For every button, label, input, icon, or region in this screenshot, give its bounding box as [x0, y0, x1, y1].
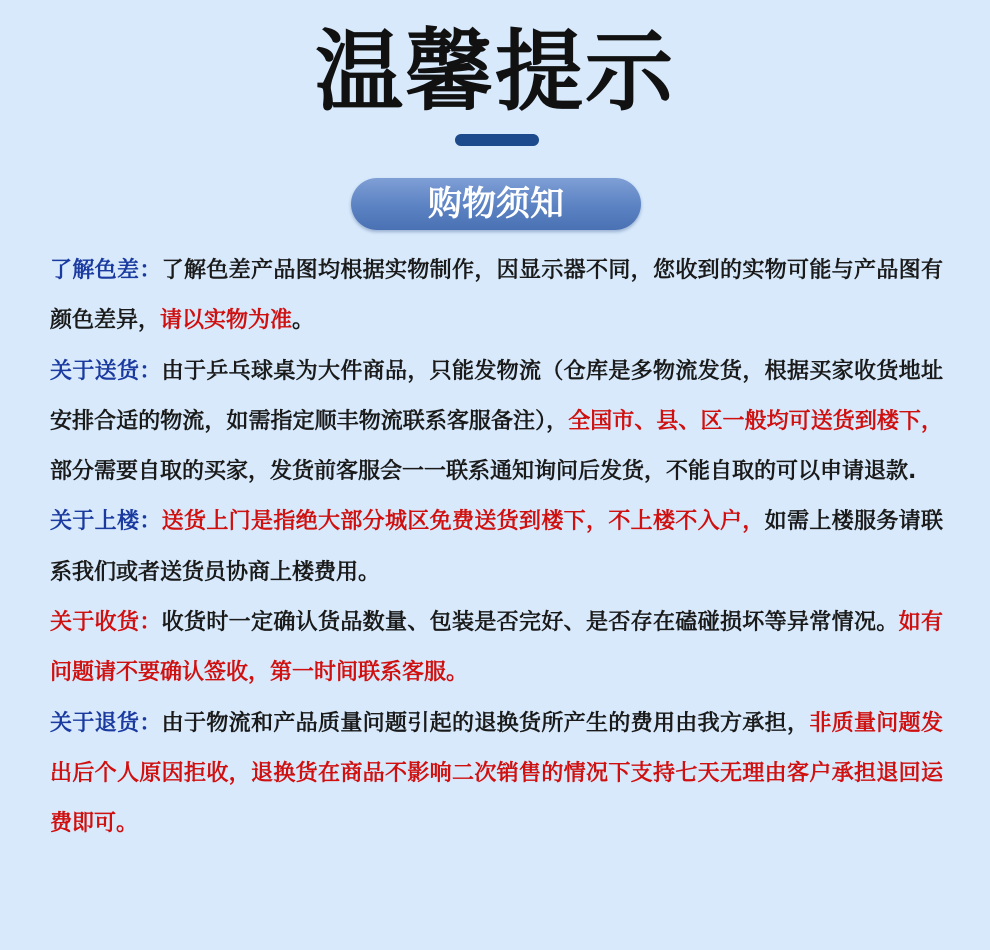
section-label: 了解色差：: [50, 258, 162, 283]
section-label: 关于上楼：: [50, 509, 162, 535]
section-emphasis: 送货上门是指绝大部分城区免费送货到楼下，不上楼不入户，: [161, 509, 765, 535]
section-text-end: 部分需要自取的买家，发货前客服会一一联系通知询问后发货，不能自取的可以申请退款.: [50, 459, 917, 485]
section-text: 由于物流和产品质量问题引起的退换货所产生的费用由我方承担，: [161, 710, 810, 736]
section-emphasis: 全国市、县、区一般均可送货到楼下，: [568, 408, 943, 434]
section-label: 关于收货：: [50, 610, 162, 636]
section-text: 收货时一定确认货品数量、包装是否完好、是否存在磕碰损坏等异常情况。: [161, 610, 899, 636]
section-label: 关于退货：: [50, 710, 162, 736]
section-color-difference: [50, 246, 943, 347]
section-receiving: [50, 598, 943, 699]
notice-content: [50, 246, 943, 850]
section-delivery: [50, 347, 943, 498]
section-returns: [50, 699, 943, 850]
section-text: 由于乒乓球桌为大件商品，只能发物流（仓库是多物流发货，根据买家收货地址安排合适的物流，如需指定顺丰物流联系客服备注），: [50, 358, 943, 434]
section-emphasis: 请以实物为准: [160, 308, 293, 334]
section-emphasis: 非质量问题发出后个人原因拒收，退换货在商品不影响二次销售的情况下支持七天无理由客户承担退回运费即可。: [50, 710, 943, 837]
title-underline: [455, 134, 539, 146]
section-emphasis: 如有问题请不要确认签收，第一时间联系客服。: [50, 610, 943, 686]
section-text: 了解色差产品图均根据实物制作，因显示器不同，您收到的实物可能与产品图有颜色差异，: [50, 258, 943, 334]
section-text-end: 如需上楼服务请联系我们或者送货员协商上楼费用。: [50, 509, 943, 585]
section-text-end: 。: [292, 308, 315, 334]
subtitle-badge: 购物须知: [351, 178, 641, 230]
section-label: 关于送货：: [50, 358, 162, 384]
section-upstairs: [50, 497, 943, 598]
page-title: 温馨提示: [314, 20, 675, 123]
